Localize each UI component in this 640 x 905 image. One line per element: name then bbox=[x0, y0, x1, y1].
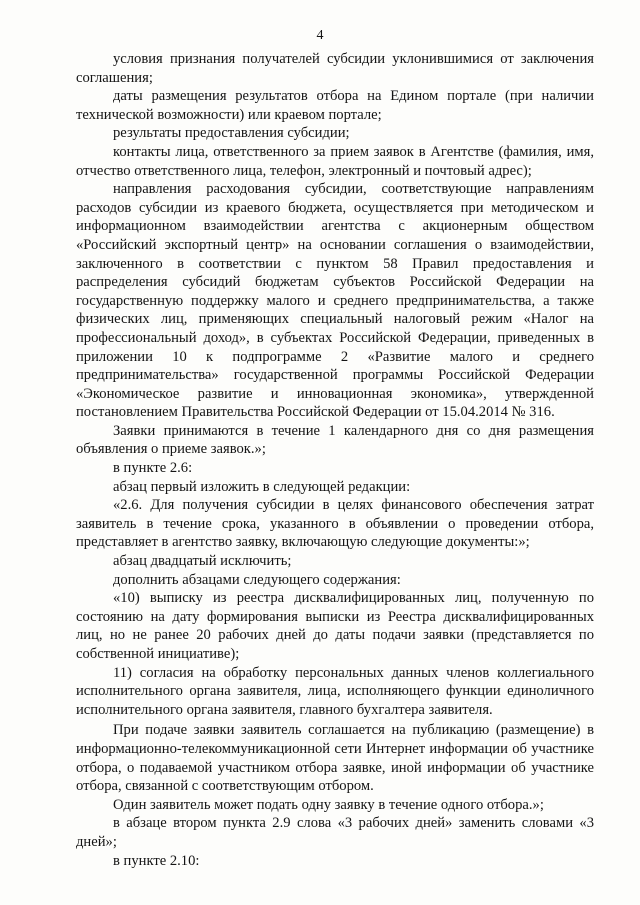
paragraph: абзац двадцатый исключить; bbox=[113, 553, 292, 570]
page-number: 4 bbox=[316, 28, 324, 43]
paragraph: абзац первый изложить в следующей редакции: bbox=[113, 478, 411, 495]
paragraph: 11) согласия на обработку персональных данных членов коллегиального исполнительного органа заявителя, лица, исполняющего функции единоличного исполнительного органа заявителя, главного бухгалтера заявителя. bbox=[76, 664, 594, 718]
paragraph: При подаче заявки заявитель соглашается на публикацию (размещение) в информационно-телекоммуникационной сети Интернет информации об участнике отбора, о подаваемой участником отбора заявке, иной информации об участнике отбора, связанной с соответствующим отбором. bbox=[76, 722, 594, 795]
paragraph: условия признания получателей субсидии уклонившимися от заключения соглашения; bbox=[76, 51, 594, 86]
paragraph: направления расходования субсидии, соответствующие направлениям расходов субсидии из краевого бюджета, осуществляется при методическом и информационном взаимодействии агентства с акционерным обществом «Российский экспортный центр» на основании соглашения о взаимодействии, заключенного в соответствии с пунктом 58 Правил предоставления и распределения субсидий бюджетам субъектов Российской Федерации на государственную поддержку малого и среднего предпринимательства, а также физических лиц, применяющих специальный налоговый режим «Налог на профессиональный доход», в субъектах Российской Федерации, приведенных в приложении 10 к подпрограмме 2 «Развитие малого и среднего предпринимательства» государственной программы Российской Федерации «Экономическое развитие и инновационная экономика», утвержденной постановлением Правительства Российской Федерации от 15.04.2014 № 316. bbox=[76, 181, 594, 421]
paragraph: результаты предоставления субсидии; bbox=[113, 125, 350, 142]
paragraph: Заявки принимаются в течение 1 календарного дня со дня размещения объявления о приеме заявок.»; bbox=[76, 422, 594, 458]
paragraph: даты размещения результатов отбора на Едином портале (при наличии технической возможности) или краевом портале; bbox=[76, 88, 594, 123]
paragraph: контакты лица, ответственного за прием заявок в Агентстве (фамилия, имя, отчество ответственного лица, телефон, электронный и почтовый адрес); bbox=[76, 143, 594, 179]
paragraph: в пункте 2.6: bbox=[113, 460, 193, 477]
paragraph: дополнить абзацами следующего содержания: bbox=[113, 571, 401, 588]
document-body bbox=[76, 50, 594, 870]
paragraph: в пункте 2.10: bbox=[113, 852, 200, 869]
paragraph: Один заявитель может подать одну заявку в течение одного отбора.»; bbox=[113, 796, 544, 813]
paragraph: «2.6. Для получения субсидии в целях финансового обеспечения затрат заявитель в течение срока, указанного в объявлении о проведении отбора, представляет в агентство заявку, включающую следующие документы:»; bbox=[76, 497, 594, 551]
paragraph: в абзаце втором пункта 2.9 слова «3 рабочих дней» заменить словами «3 дней»; bbox=[76, 815, 594, 850]
paragraph: «10) выписку из реестра дисквалифицированных лиц, полученную по состоянию на дату формирования выписки из Реестра дисквалифицированных лиц, но не ранее 20 рабочих дней до даты подачи заявки (представляется по собственной инициативе); bbox=[76, 590, 594, 662]
